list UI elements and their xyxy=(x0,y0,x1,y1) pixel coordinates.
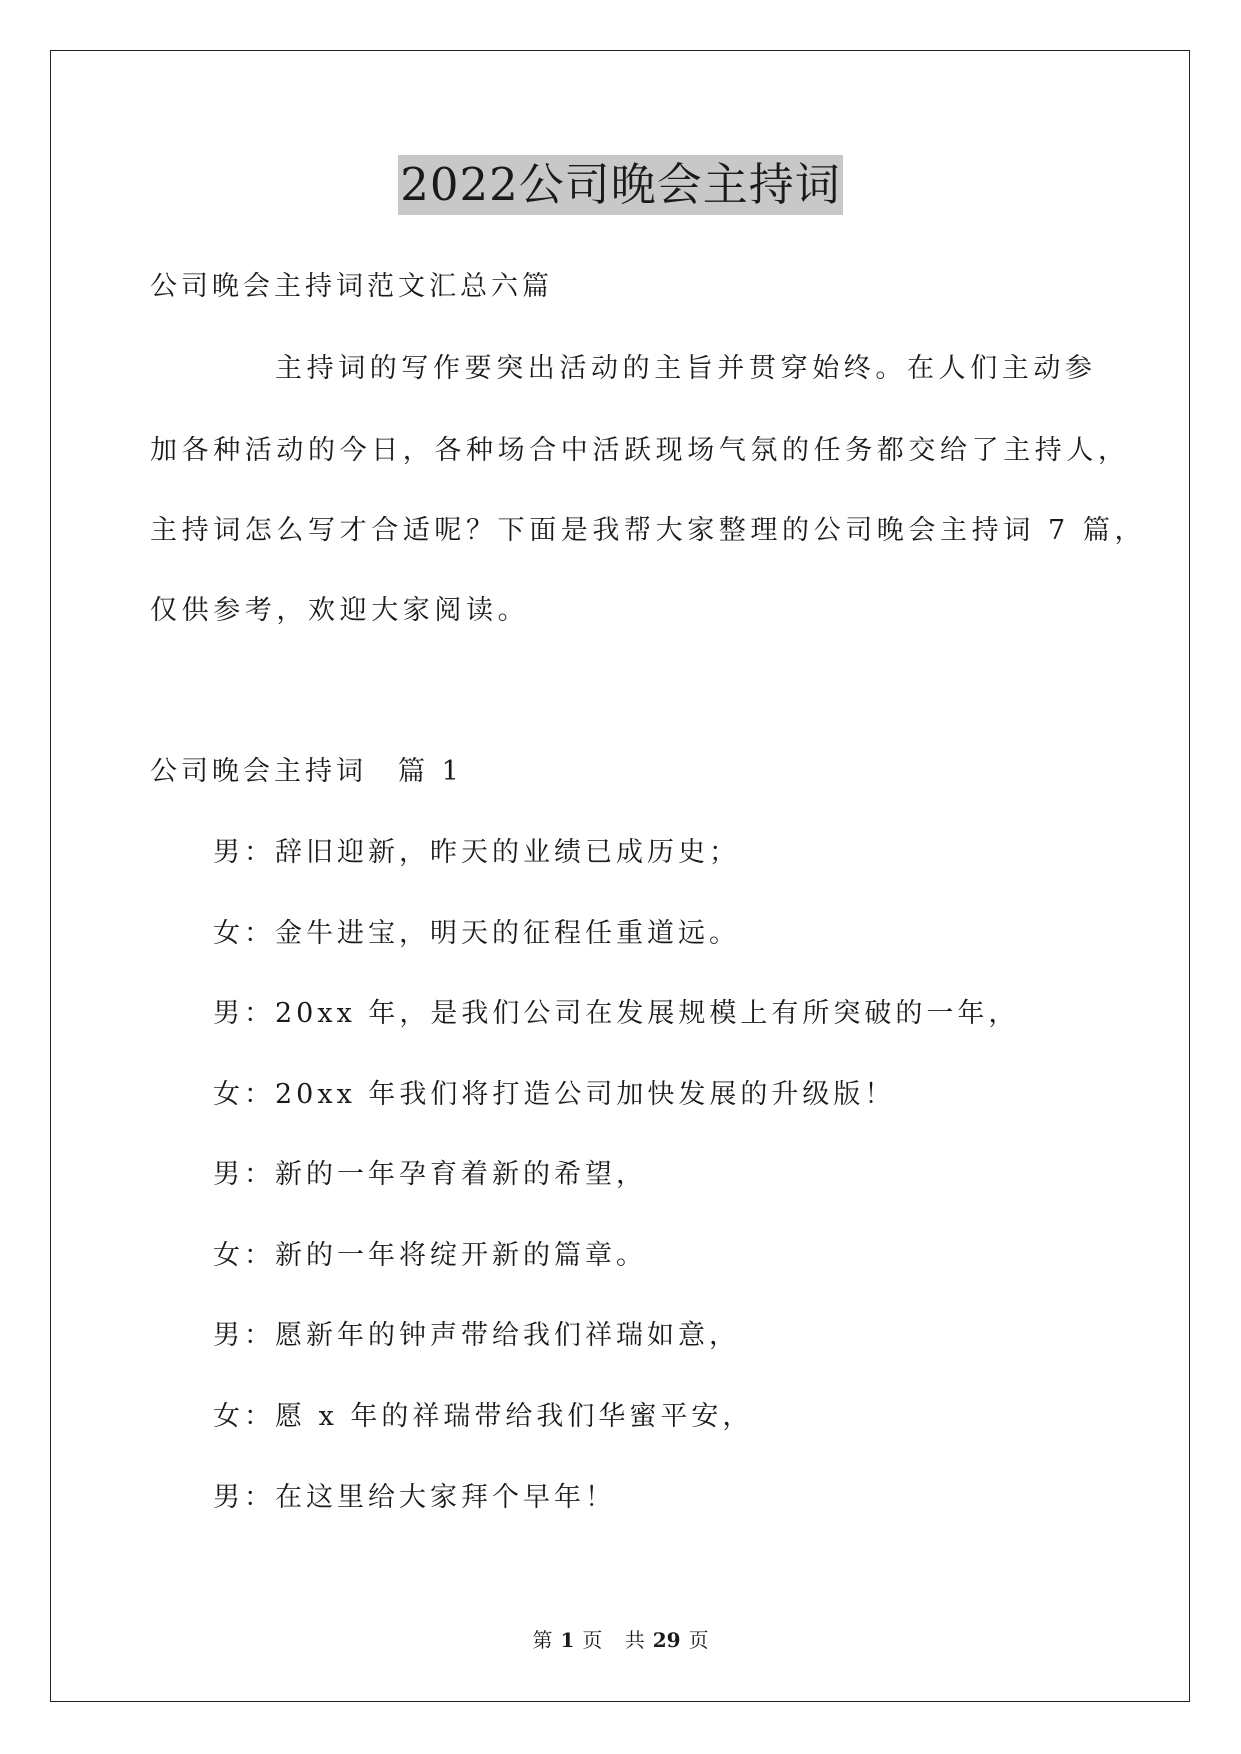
page-footer xyxy=(0,1628,1241,1652)
current-page-number: 1 xyxy=(560,1628,575,1652)
document-title xyxy=(0,155,1241,215)
dialogue-line-9: 男：在这里给大家拜个早年！ xyxy=(213,1482,616,1513)
intro-line-1: 主持词的写作要突出活动的主旨并贯穿始终。在人们主动参 xyxy=(275,353,1097,384)
dialogue-line-7: 男：愿新年的钟声带给我们祥瑞如意， xyxy=(213,1320,740,1351)
dialogue-line-3: 男：20xx 年，是我们公司在发展规模上有所突破的一年， xyxy=(213,998,1020,1029)
dialogue-line-1: 男：辞旧迎新，昨天的业绩已成历史； xyxy=(213,837,740,868)
section-heading: 公司晚会主持词 篇 1 xyxy=(150,756,463,787)
dialogue-line-4: 女：20xx 年我们将打造公司加快发展的升级版！ xyxy=(213,1079,896,1110)
dialogue-line-2: 女：金牛进宝，明天的征程任重道远。 xyxy=(213,918,740,949)
dialogue-line-6: 女：新的一年将绽开新的篇章。 xyxy=(213,1240,647,1271)
document-title-text: 2022公司晚会主持词 xyxy=(398,155,843,215)
intro-line-2: 加各种活动的今日，各种场合中活跃现场气氛的任务都交给了主持人， xyxy=(150,435,1130,466)
dialogue-line-5: 男：新的一年孕育着新的希望， xyxy=(213,1159,647,1190)
page-total: 共 29 页 xyxy=(624,1628,709,1652)
total-page-number: 29 xyxy=(652,1628,681,1652)
dialogue-line-8: 女：愿 x 年的祥瑞带给我们华蜜平安， xyxy=(213,1401,754,1432)
page-number: 第 1 页 xyxy=(532,1628,603,1652)
intro-line-3: 主持词怎么写才合适呢？下面是我帮大家整理的公司晚会主持词 7 篇， xyxy=(150,515,1147,546)
document-subtitle: 公司晚会主持词范文汇总六篇 xyxy=(150,271,553,302)
intro-line-4: 仅供参考，欢迎大家阅读。 xyxy=(150,595,530,626)
